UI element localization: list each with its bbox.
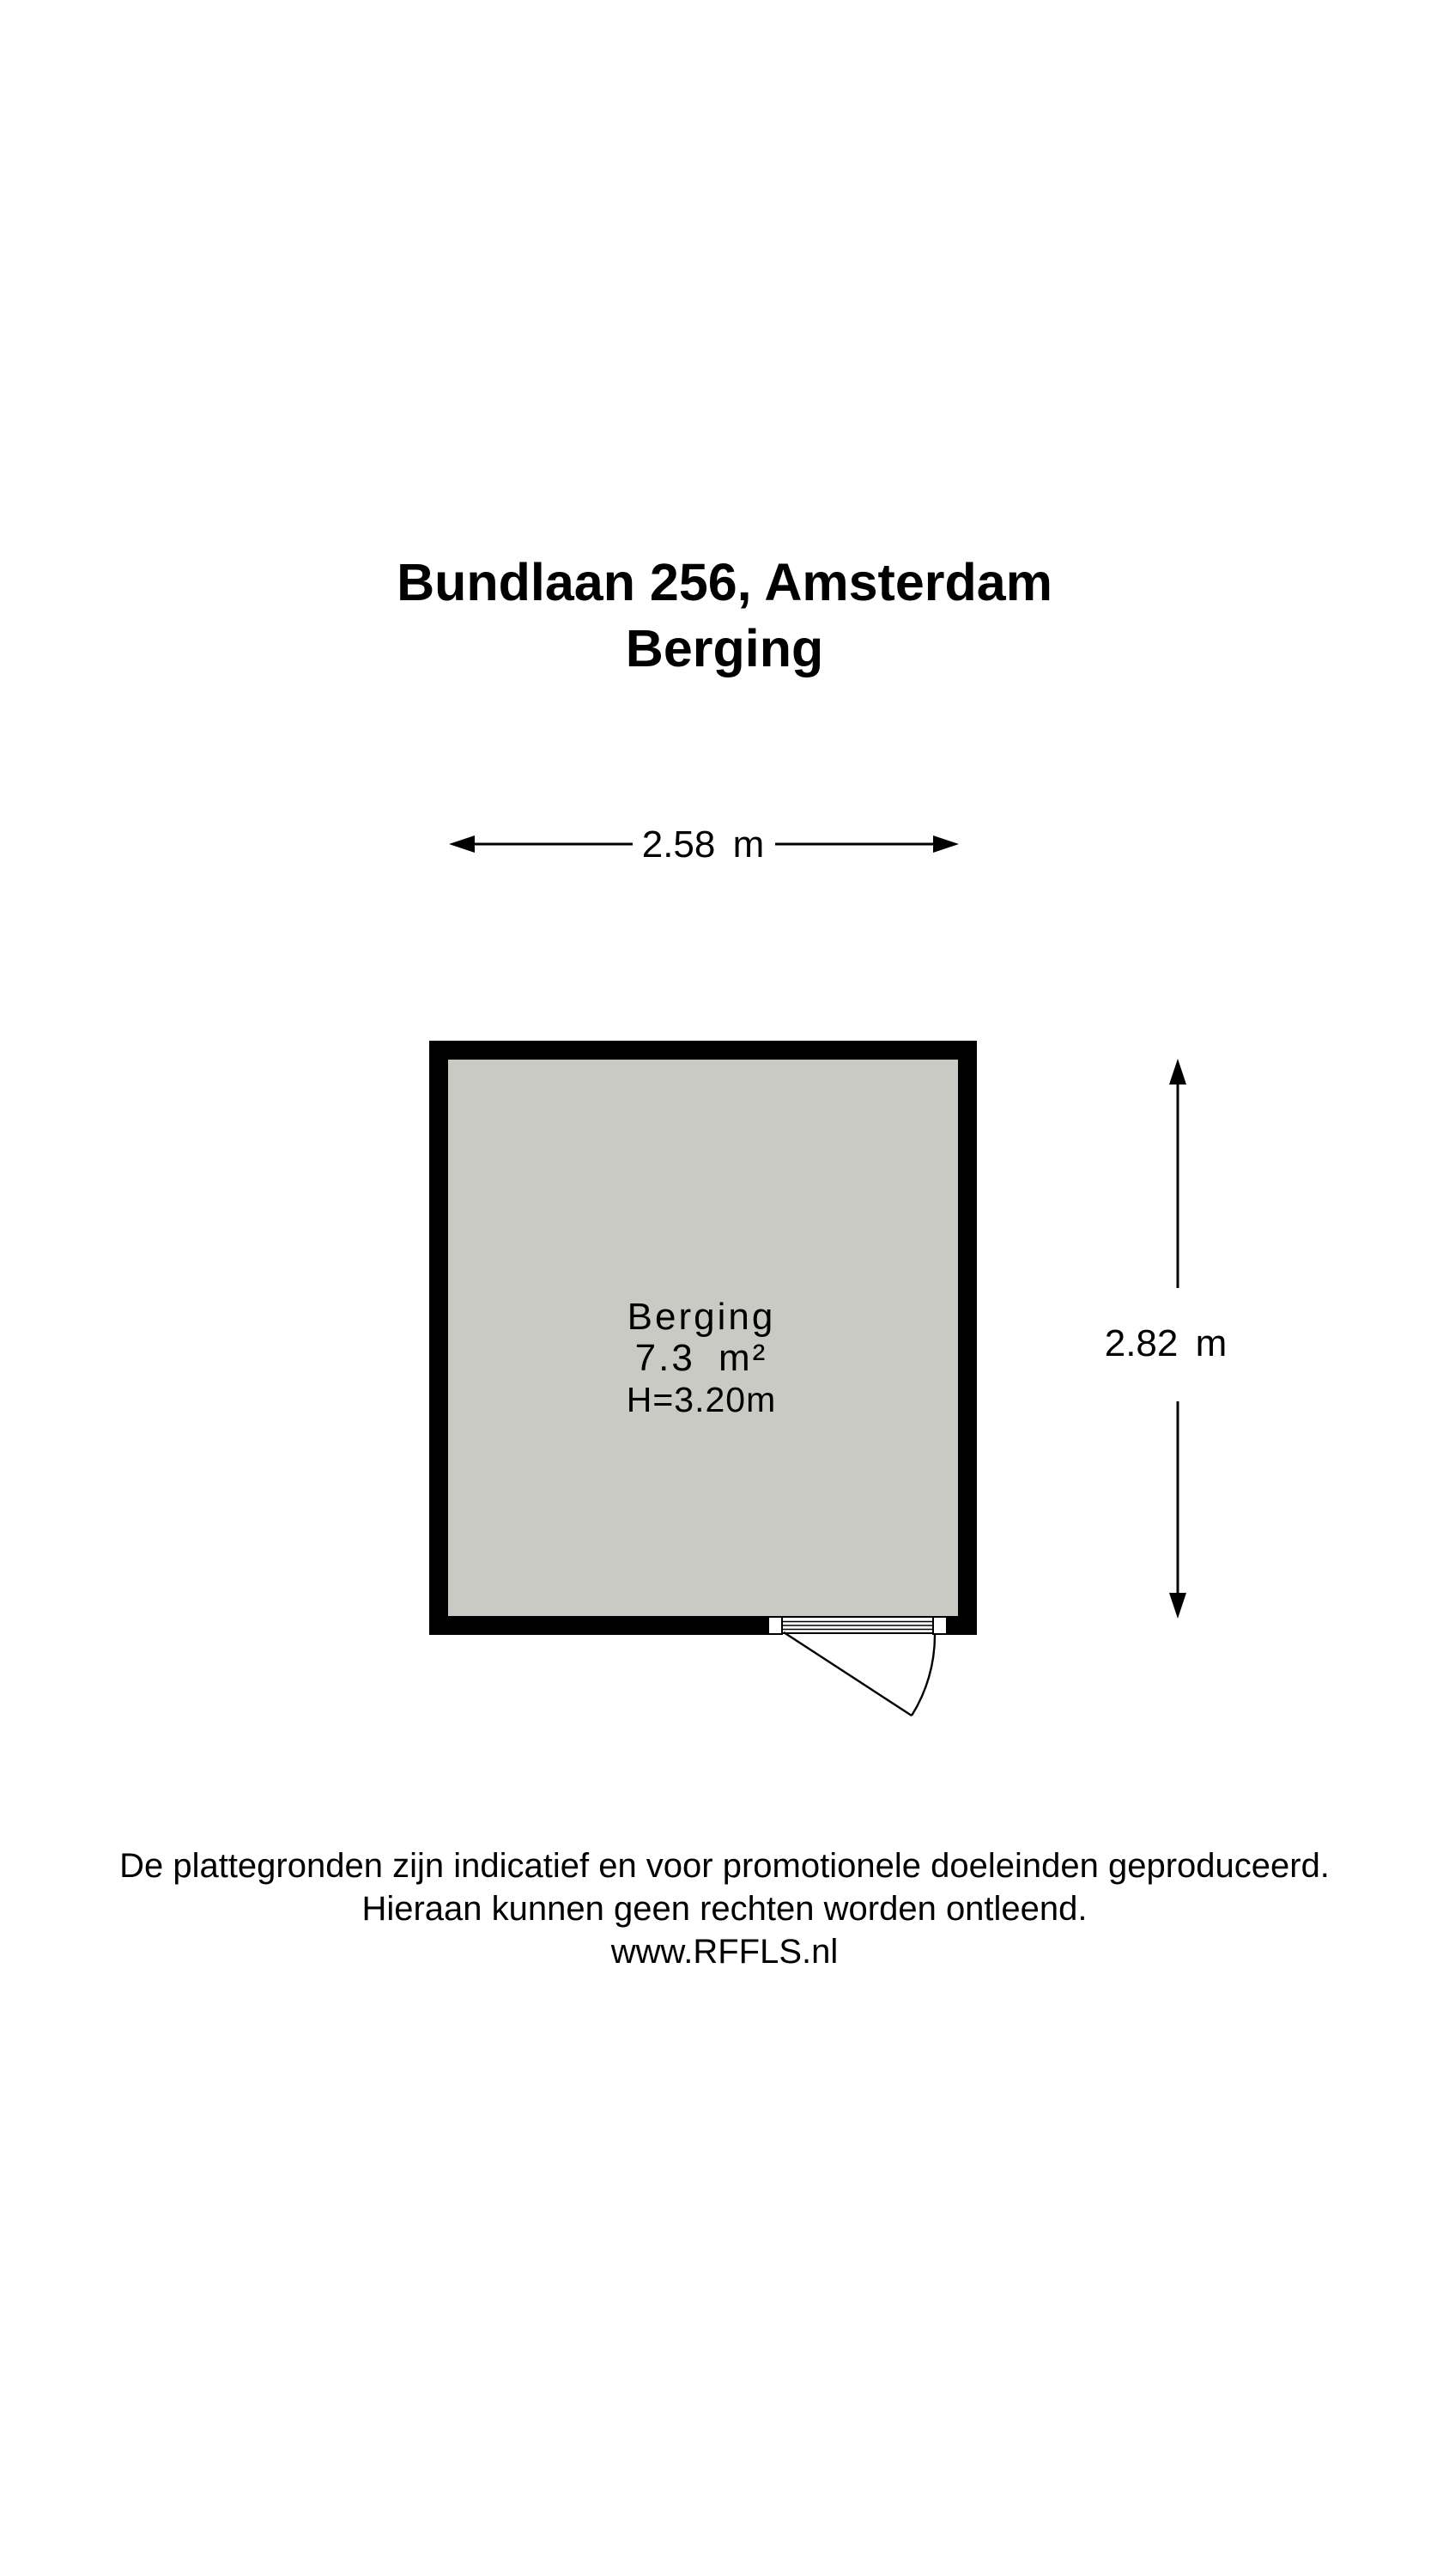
page-title-room: Berging bbox=[625, 619, 824, 677]
disclaimer-line1: De plattegronden zijn indicatief en voor promotionele doeleinden geproduceerd. bbox=[119, 1847, 1330, 1885]
height-dimension-label: 2.82 m bbox=[1104, 1322, 1228, 1364]
wall-left bbox=[429, 1041, 448, 1635]
disclaimer-line2: Hieraan kunnen geen rechten worden ontleend. bbox=[361, 1890, 1088, 1928]
disclaimer-website: www.RFFLS.nl bbox=[610, 1933, 839, 1971]
wall-bottom-right-segment bbox=[947, 1616, 977, 1635]
height-arrowhead-bottom bbox=[1169, 1593, 1186, 1619]
wall-bottom-left-segment bbox=[429, 1616, 768, 1635]
door-post-left bbox=[768, 1617, 782, 1634]
room-ceiling-height: H=3.20m bbox=[626, 1380, 777, 1419]
height-arrowhead-top bbox=[1169, 1059, 1186, 1084]
wall-top bbox=[429, 1041, 977, 1060]
door-post-right bbox=[933, 1617, 947, 1634]
page-title-address: Bundlaan 256, Amsterdam bbox=[397, 553, 1052, 611]
door-swing-arc bbox=[912, 1635, 935, 1716]
width-arrowhead-right bbox=[933, 835, 959, 853]
width-dimension-label: 2.58 m bbox=[641, 823, 765, 866]
width-arrowhead-left bbox=[449, 835, 475, 853]
room-area: 7.3 m² bbox=[634, 1337, 768, 1379]
room-name: Berging bbox=[627, 1296, 776, 1338]
room-label bbox=[530, 1297, 873, 1420]
door-swing-leaf-line bbox=[784, 1632, 912, 1716]
wall-right bbox=[958, 1041, 977, 1635]
disclaimer bbox=[0, 1844, 1449, 1973]
